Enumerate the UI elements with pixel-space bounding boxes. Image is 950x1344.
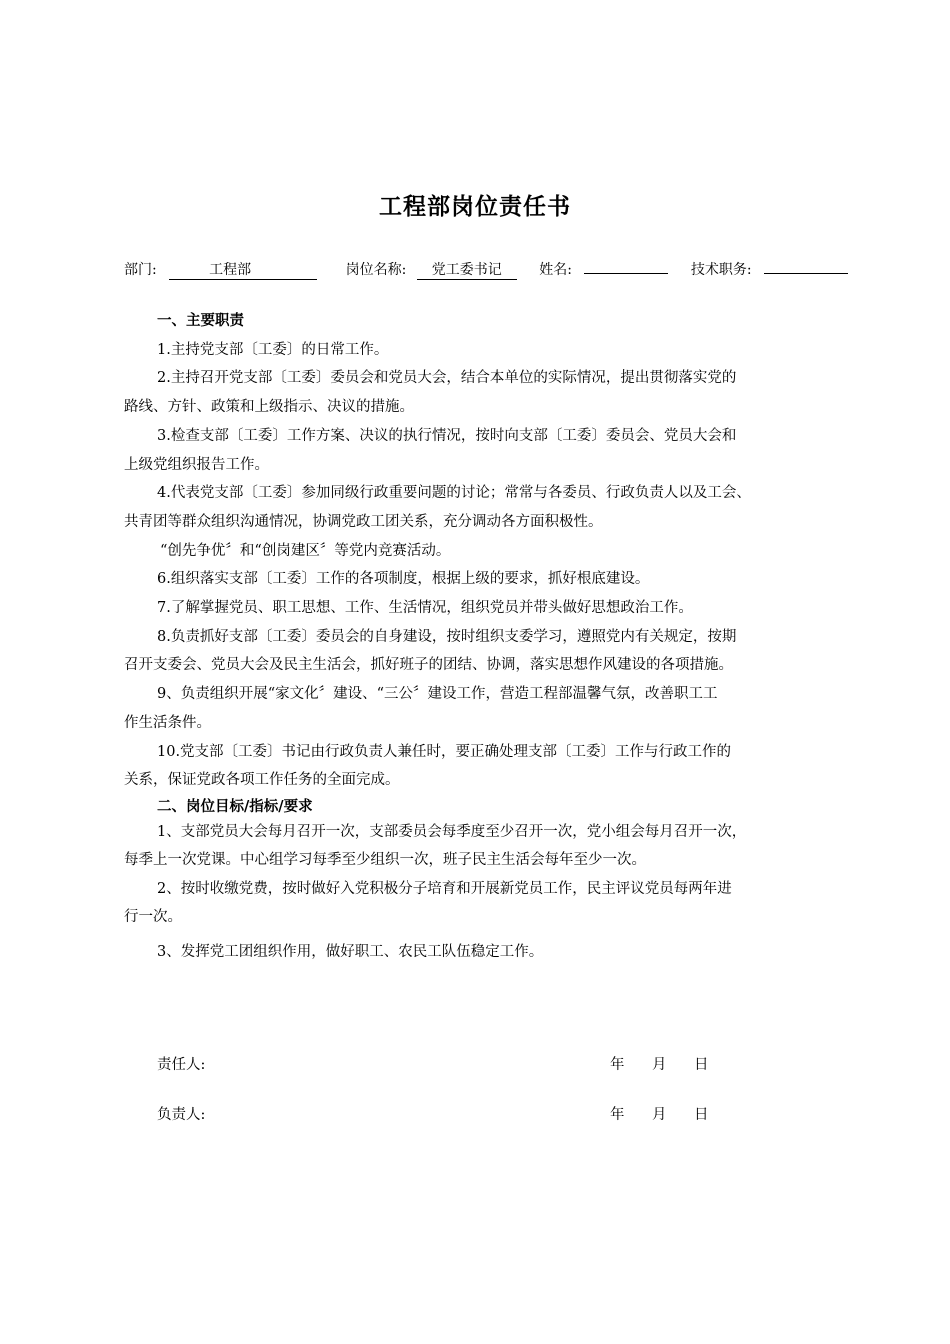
section1-line: 9、负责组织开展“家文化〞建设、“三公〞建设工作，营造工程部温馨气氛，改善职工工 [157,686,718,702]
section2-line: 2、按时收缴党费，按时做好入党积极分子培育和开展新党员工作，民主评议党员每两年进 [157,881,732,897]
date-day: 日 [694,1057,709,1073]
tech-label: 技术职务: [690,262,752,278]
section1-line: 2.主持召开党支部〔工委〕委员会和党员大会，结合本单位的实际情况，提出贯彻落实党的 [157,370,737,386]
post-label: 岗位名称: [345,262,407,278]
section1-line: “创先争优〞和“创岗建区〞等党内竞赛活动。 [160,543,451,559]
dept-value: 工程部 [169,259,317,280]
responsible-label: 责任人: [157,1057,206,1073]
date-month: 月 [652,1107,667,1123]
section1-line: 8.负责抓好支部〔工委〕委员会的自身建设，按时组织支委学习，遵照党内有关规定，按期 [157,629,737,645]
info-row [124,258,844,280]
section1-line: 4.代表党支部〔工委〕参加同级行政重要问题的讨论；常常与各委员、行政负责人以及工会、 [157,485,751,501]
section2-heading: 二、岗位目标/指标/要求 [157,798,313,815]
section1-line: 3.检查支部〔工委〕工作方案、决议的执行情况，按时向支部〔工委〕委员会、党员大会和 [157,428,737,444]
leader-label: 负责人: [157,1107,206,1123]
date-year: 年 [610,1057,625,1073]
section1-line: 路线、方针、政策和上级指示、决议的措施。 [124,399,414,415]
tech-value [764,258,848,274]
section2-line: 1、支部党员大会每月召开一次，支部委员会每季度至少召开一次，党小组会每月召开一次， [157,824,747,840]
section1-line: 上级党组织报告工作。 [124,457,269,473]
section1-line: 作生活条件。 [124,715,211,731]
date-month: 月 [652,1057,667,1073]
post-value: 党工委书记 [417,259,517,280]
section2-line: 3、发挥党工团组织作用，做好职工、农民工队伍稳定工作。 [157,944,544,960]
section1-line: 共青团等群众组织沟通情况，协调党政工团关系，充分调动各方面积极性。 [124,514,603,530]
date-day: 日 [694,1107,709,1123]
section1-line: 召开支委会、党员大会及民主生活会，抓好班子的团结、协调，落实思想作风建设的各项措施。 [124,657,733,673]
section1-line: 关系，保证党政各项工作任务的全面完成。 [124,772,400,788]
dept-label: 部门: [124,262,157,278]
document-title: 工程部岗位责任书 [379,193,571,220]
date-year: 年 [610,1107,625,1123]
section1-line: 7.了解掌握党员、职工思想、工作、生活情况，组织党员并带头做好思想政治工作。 [157,600,693,616]
section1-line: 1.主持党支部〔工委〕的日常工作。 [157,342,389,358]
name-value [584,258,668,274]
section1-line: 6.组织落实支部〔工委〕工作的各项制度，根据上级的要求，抓好根底建设。 [157,571,650,587]
section2-line: 行一次。 [124,909,182,925]
name-label: 姓名: [539,262,572,278]
section1-line: 10.党支部〔工委〕书记由行政负责人兼任时，要正确处理支部〔工委〕工作与行政工作的 [157,744,732,760]
section1-heading: 一、主要职责 [157,312,244,329]
section2-line: 每季上一次党课。中心组学习每季至少组织一次，班子民主生活会每年至少一次。 [124,852,646,868]
